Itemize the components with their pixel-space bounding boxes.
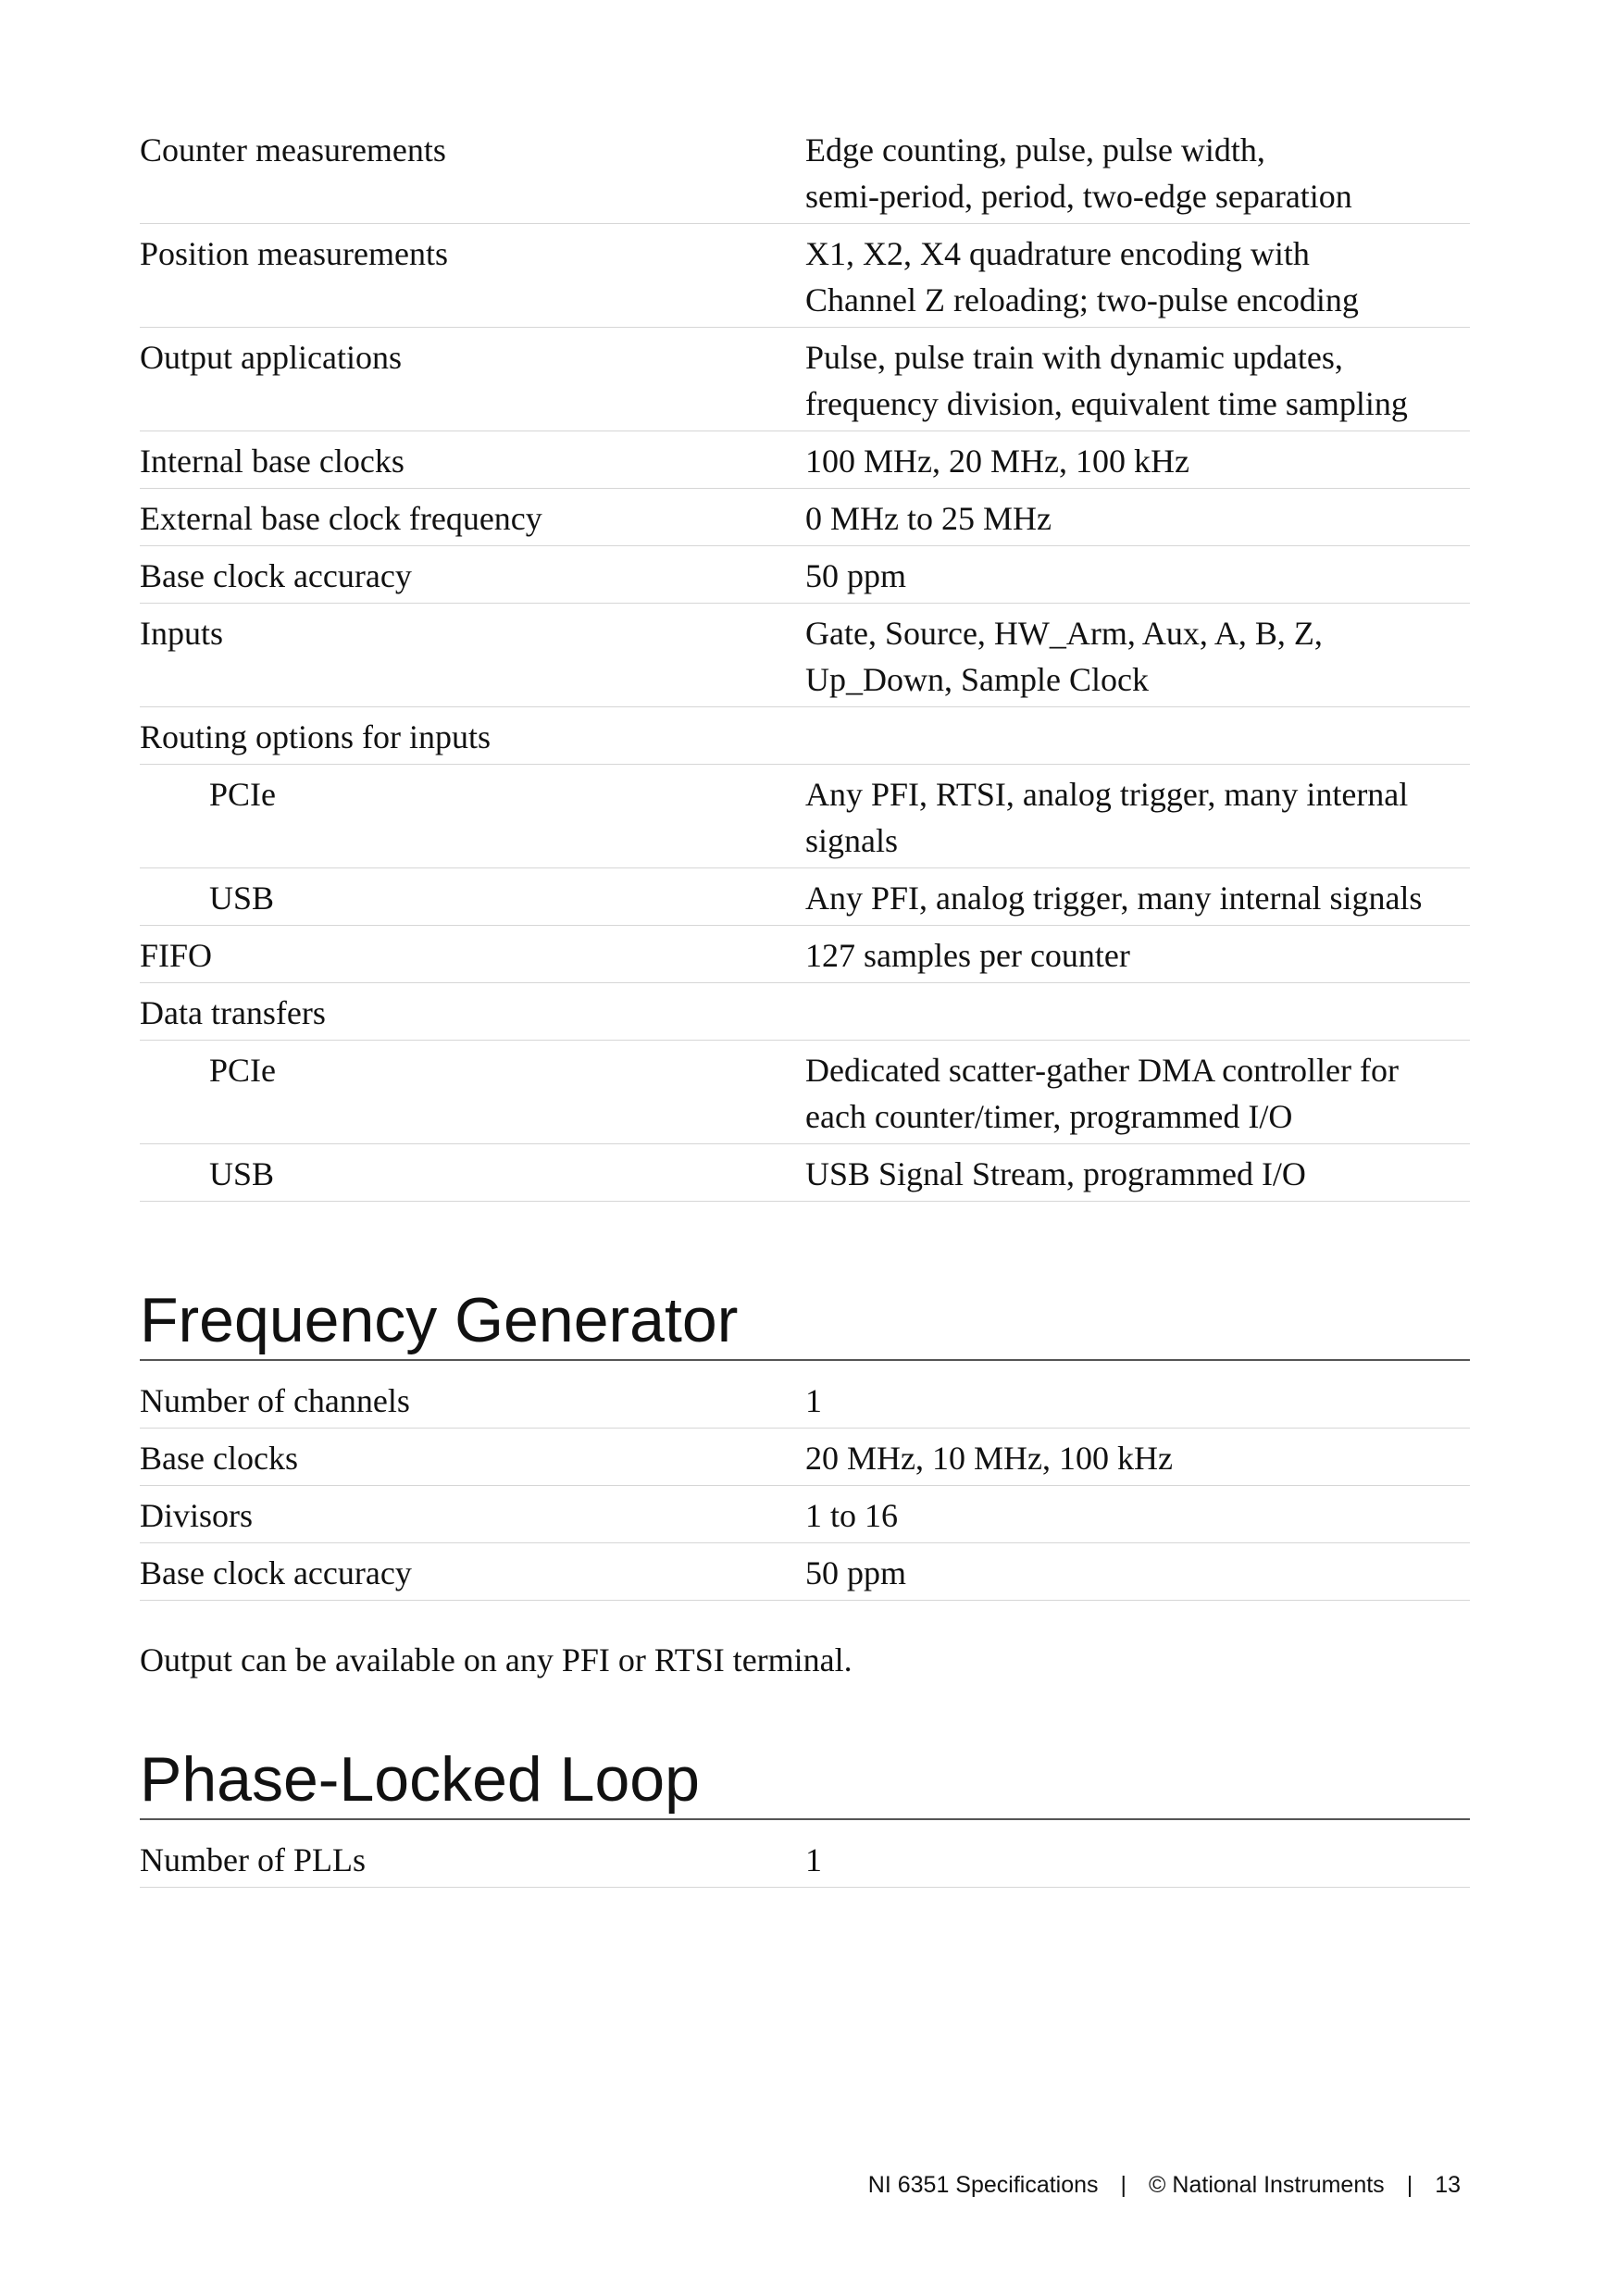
spec-value: 1 to 16 [805, 1497, 899, 1534]
spec-row [140, 1371, 1470, 1429]
spec-label: Data transfers [140, 994, 326, 1031]
page-footer [868, 2172, 1461, 2199]
spec-label: Position measurements [140, 235, 448, 272]
spec-label: PCIe [209, 776, 276, 813]
spec-value: 1 [805, 1382, 822, 1419]
spec-value: USB Signal Stream, programmed I/O [805, 1155, 1306, 1192]
spec-label: PCIe [209, 1052, 276, 1089]
pll-spec-table [140, 1830, 1470, 1888]
spec-row [140, 926, 1470, 983]
spec-row [140, 1486, 1470, 1543]
spec-value: 127 samples per counter [805, 937, 1130, 974]
spec-row [140, 489, 1470, 546]
spec-value: 100 MHz, 20 MHz, 100 kHz [805, 443, 1189, 480]
spec-row [140, 868, 1470, 926]
spec-label: Divisors [140, 1497, 254, 1534]
spec-label: Base clocks [140, 1440, 298, 1477]
spec-label: FIFO [140, 937, 213, 974]
spec-label: Output applications [140, 339, 402, 376]
spec-label: Internal base clocks [140, 443, 404, 480]
spec-value: 50 ppm [805, 557, 907, 594]
spec-value: Edge counting, pulse, pulse width, semi-period, period, two-edge separation [805, 131, 1352, 215]
spec-row [140, 431, 1470, 489]
footer-separator: | [1406, 2172, 1413, 2198]
spec-value: Pulse, pulse train with dynamic updates, frequency division, equivalent time sampling [805, 339, 1408, 422]
spec-row [140, 120, 1470, 224]
spec-label: Base clock accuracy [140, 557, 412, 594]
frequency-generator-spec-table [140, 1371, 1470, 1601]
footer-separator: | [1120, 2172, 1127, 2198]
counter-spec-table [140, 120, 1470, 1202]
spec-label: USB [209, 880, 275, 917]
spec-value [805, 990, 1470, 1036]
spec-value: 50 ppm [805, 1554, 907, 1591]
spec-label: External base clock frequency [140, 500, 542, 537]
spec-row [140, 1830, 1470, 1888]
spec-value: Any PFI, RTSI, analog trigger, many internal signals [805, 776, 1409, 859]
frequency-generator-heading: Frequency Generator [140, 1283, 1470, 1361]
spec-value [805, 714, 1470, 760]
spec-label: Routing options for inputs [140, 718, 492, 755]
footer-copyright: © National Instruments [1149, 2172, 1385, 2198]
spec-row [140, 983, 1470, 1041]
footer-doc-title: NI 6351 Specifications [867, 2172, 1099, 2198]
frequency-generator-note: Output can be available on any PFI or RTSI terminal. [140, 1641, 853, 1678]
spec-value: Any PFI, analog trigger, many internal signals [805, 880, 1423, 917]
spec-row [140, 546, 1470, 604]
footer-page-number: 13 [1435, 2172, 1461, 2198]
spec-row [140, 1041, 1470, 1144]
spec-row [140, 1429, 1470, 1486]
spec-value: Gate, Source, HW_Arm, Aux, A, B, Z, Up_Down, Sample Clock [805, 615, 1323, 698]
spec-label: Base clock accuracy [140, 1554, 412, 1591]
spec-label: USB [209, 1155, 275, 1192]
spec-row [140, 1144, 1470, 1202]
pll-heading: Phase-Locked Loop [140, 1742, 1470, 1820]
spec-row [140, 707, 1470, 765]
spec-row [140, 604, 1470, 707]
spec-row [140, 1543, 1470, 1601]
spec-row [140, 328, 1470, 431]
spec-label: Number of PLLs [140, 1841, 366, 1878]
spec-label: Counter measurements [140, 131, 446, 168]
spec-value: 1 [805, 1841, 822, 1878]
spec-value: 0 MHz to 25 MHz [805, 500, 1052, 537]
spec-value: 20 MHz, 10 MHz, 100 kHz [805, 1440, 1173, 1477]
spec-value: X1, X2, X4 quadrature encoding with Channel Z reloading; two-pulse encoding [805, 235, 1359, 318]
spec-value: Dedicated scatter-gather DMA controller for each counter/timer, programmed I/O [805, 1052, 1400, 1135]
spec-row [140, 224, 1470, 328]
spec-row [140, 765, 1470, 868]
spec-label: Number of channels [140, 1382, 410, 1419]
spec-label: Inputs [140, 615, 223, 652]
